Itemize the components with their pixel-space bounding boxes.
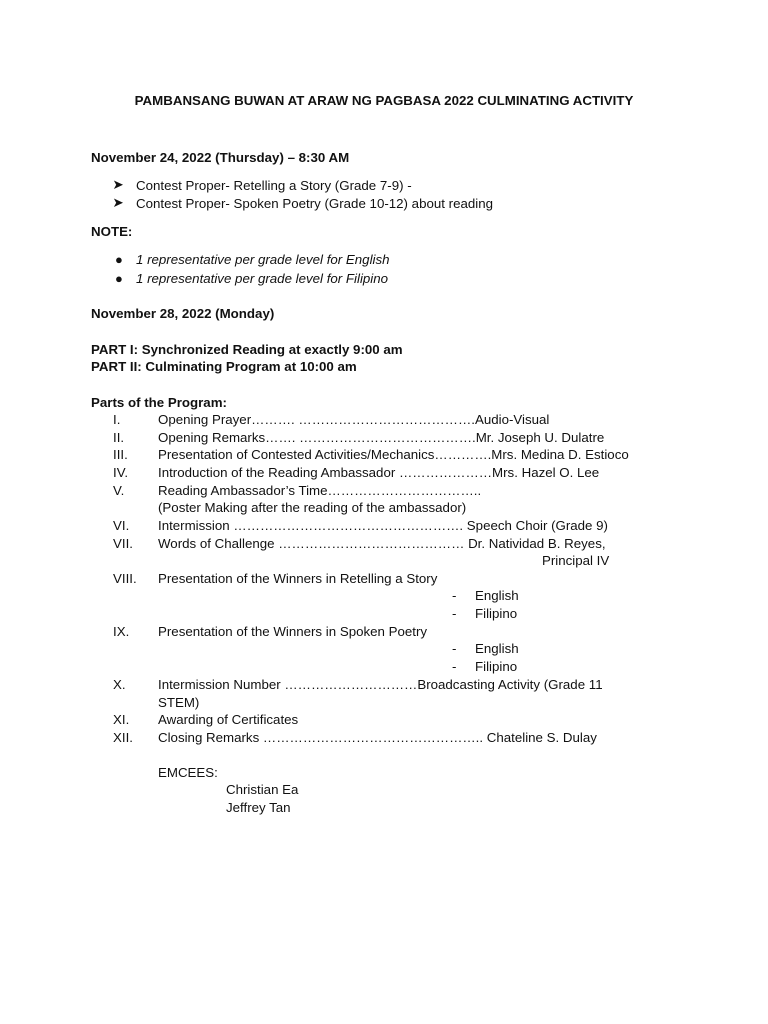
program-number: IV. — [113, 465, 129, 480]
dash-bullet: - — [452, 606, 457, 621]
program-item: Presentation of Contested Activities/Mechanics………….Mrs. Medina D. Estioco — [158, 447, 629, 462]
emcees-label: EMCEES: — [158, 765, 218, 780]
program-number: I. — [113, 412, 121, 427]
program-number: II. — [113, 430, 125, 445]
program-number: III. — [113, 447, 128, 462]
program-number: IX. — [113, 624, 130, 639]
arrow-bullet-icon: ➤ — [112, 195, 124, 210]
program-number: XII. — [113, 730, 133, 745]
program-item: Presentation of the Winners in Spoken Poetry — [158, 624, 428, 639]
program-item: Opening Remarks……. ………………………………….Mr. Joseph U. Dulatre — [158, 430, 605, 445]
contest-item: Contest Proper- Retelling a Story (Grade 7-9) - — [136, 178, 412, 193]
program-item: Awarding of Certificates — [158, 712, 299, 727]
program-number: VIII. — [113, 571, 137, 586]
language-item: English — [475, 641, 519, 656]
note-item: 1 representative per grade level for English — [136, 252, 390, 267]
language-item: English — [475, 588, 519, 603]
emcee-name: Jeffrey Tan — [226, 800, 291, 815]
date-november-28: November 28, 2022 (Monday) — [91, 306, 275, 321]
arrow-bullet-icon: ➤ — [112, 177, 124, 192]
bullet-icon: ● — [115, 271, 123, 286]
dash-bullet: - — [452, 641, 457, 656]
language-item: Filipino — [475, 659, 518, 674]
program-item: Intermission ……………………………………………. Speech Choir (Grade 9) — [158, 518, 608, 533]
dash-bullet: - — [452, 588, 457, 603]
part-two: PART II: Culminating Program at 10:00 am — [91, 359, 357, 374]
program-subtext: STEM) — [158, 695, 200, 710]
document-title: PAMBANSANG BUWAN AT ARAW NG PAGBASA 2022 CULMINATING ACTIVITY — [134, 93, 634, 108]
bullet-icon: ● — [115, 252, 123, 267]
program-item: Words of Challenge …………………………………… Dr. Natividad B. Reyes, — [158, 536, 606, 551]
program-item: Introduction of the Reading Ambassador …………………Mrs. Hazel O. Lee — [158, 465, 600, 480]
program-item: Intermission Number …………………………Broadcasting Activity (Grade 11 — [158, 677, 603, 692]
program-number: XI. — [113, 712, 130, 727]
contest-item: Contest Proper- Spoken Poetry (Grade 10-12) about reading — [136, 196, 494, 211]
program-subtext: (Poster Making after the reading of the ambassador) — [158, 500, 467, 515]
dash-bullet: - — [452, 659, 457, 674]
part-one: PART I: Synchronized Reading at exactly 9:00 am — [91, 342, 403, 357]
date-november-24: November 24, 2022 (Thursday) – 8:30 AM — [91, 150, 350, 165]
program-number: V. — [113, 483, 125, 498]
note-item: 1 representative per grade level for Filipino — [136, 271, 389, 286]
program-item: Opening Prayer………. ………………………………….Audio-Visual — [158, 412, 550, 427]
note-label: NOTE: — [91, 224, 133, 239]
program-number: VII. — [113, 536, 133, 551]
emcee-name: Christian Ea — [226, 782, 299, 797]
program-item: Presentation of the Winners in Retelling a Story — [158, 571, 438, 586]
program-subtext: Principal IV — [542, 553, 610, 568]
language-item: Filipino — [475, 606, 518, 621]
parts-label: Parts of the Program: — [91, 395, 227, 410]
program-item: Reading Ambassador’s Time…………………………….. — [158, 483, 482, 498]
program-item: Closing Remarks ………………………………………….. Chateline S. Dulay — [158, 730, 597, 745]
program-number: X. — [113, 677, 126, 692]
program-number: VI. — [113, 518, 130, 533]
